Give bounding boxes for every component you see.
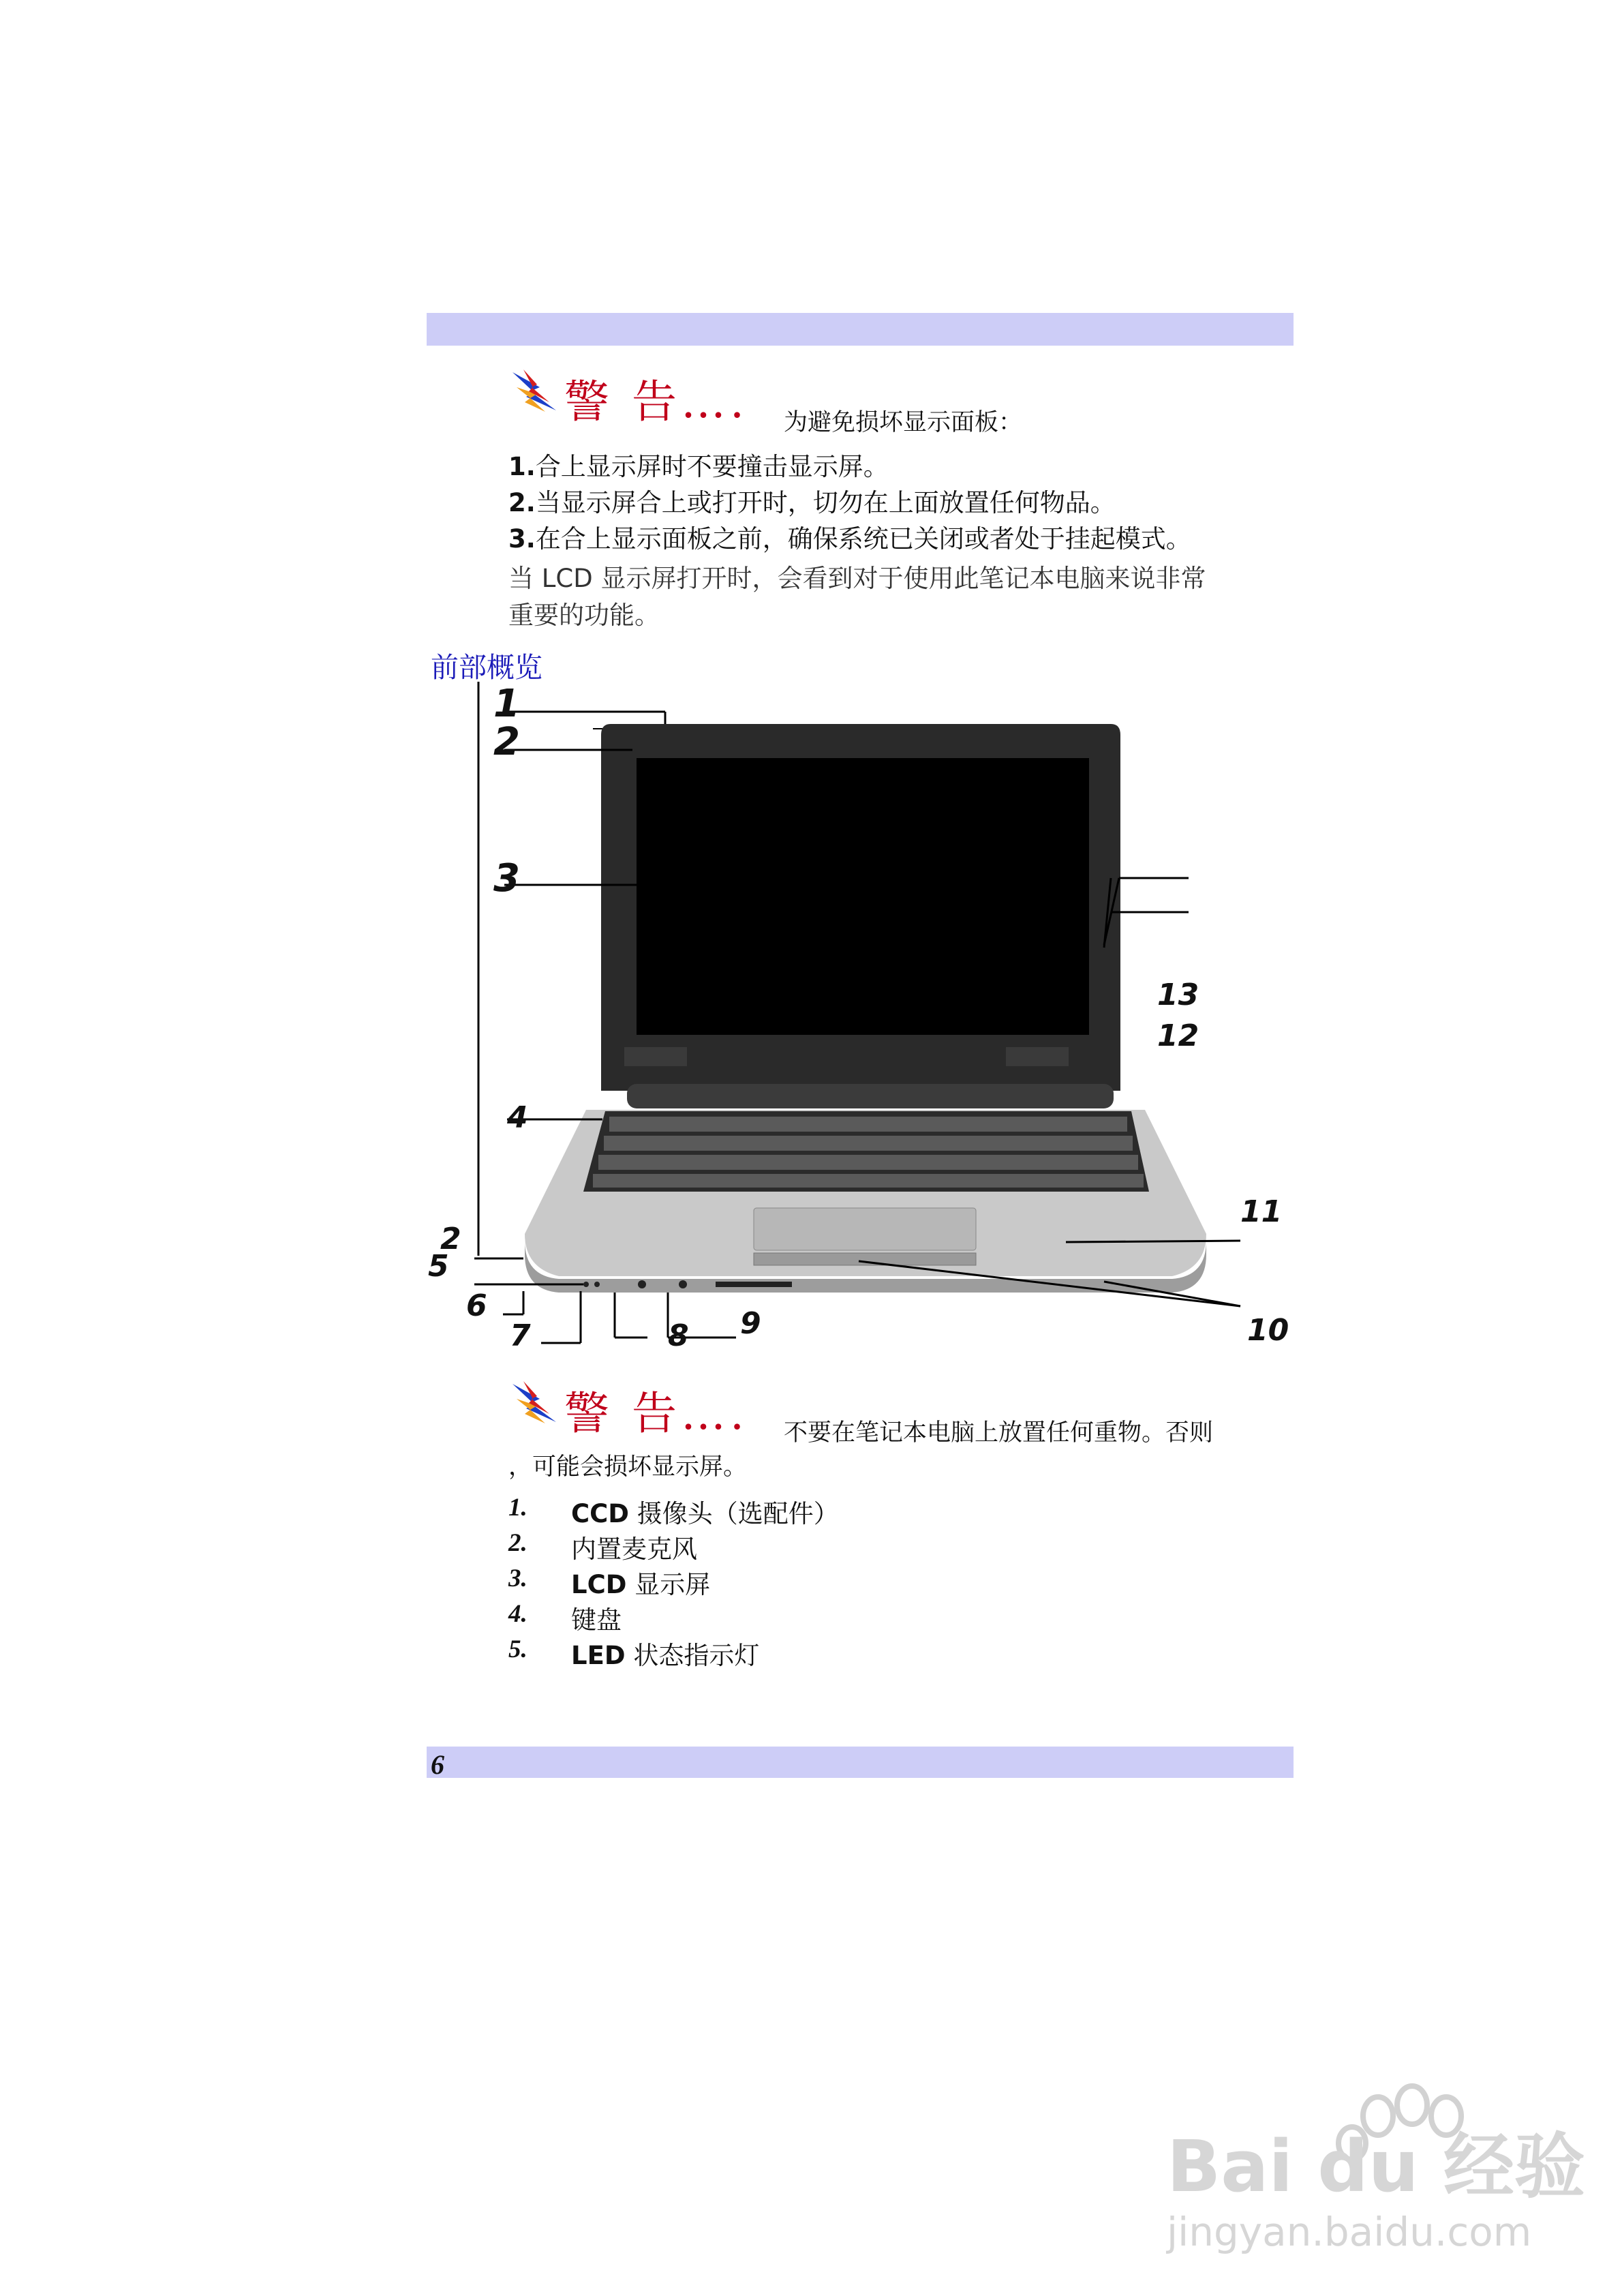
callout-2b: 2	[440, 1222, 461, 1256]
warning-item-3: 3.在合上显示面板之前，确保系统已关闭或者处于挂起模式。	[508, 524, 1191, 554]
section-title: 前部概览	[431, 651, 542, 684]
intro-line-1: 当 LCD 显示屏打开时，会看到对于使用此笔记本电脑来说非常	[508, 564, 1206, 593]
touchpad-buttons	[754, 1253, 976, 1265]
callout-1: 1	[493, 682, 520, 726]
callout-13: 13	[1157, 978, 1199, 1012]
callout-6: 6	[466, 1288, 487, 1323]
warning-2-text-2: ，可能会损坏显示屏。	[508, 1453, 748, 1481]
callout-4: 4	[507, 1100, 528, 1135]
warning-label: 警 告….	[564, 376, 748, 428]
callout-8: 8	[668, 1318, 689, 1353]
warning-item-2: 2.当显示屏合上或打开时，切勿在上面放置任何物品。	[508, 488, 1116, 517]
lcd-screen	[637, 758, 1089, 1035]
callout-12: 12	[1157, 1018, 1199, 1053]
warning-text: 为避免损坏显示面板：	[784, 409, 1023, 436]
watermark-brand: Bai du 经验	[1167, 2125, 1585, 2208]
footer-band	[427, 1747, 1294, 1778]
warning-item-1: 1.合上显示屏时不要撞击显示屏。	[508, 452, 889, 481]
hinge	[627, 1084, 1114, 1108]
callout-11: 11	[1240, 1194, 1283, 1229]
callout-9: 9	[740, 1306, 761, 1341]
touchpad	[754, 1208, 976, 1250]
warning-icon-2	[510, 1378, 559, 1430]
callout-5: 5	[428, 1249, 449, 1284]
callout-3: 3	[493, 856, 520, 901]
header-band	[427, 313, 1294, 346]
warning-2-text-1: 不要在笔记本电脑上放置任何重物。否则	[784, 1419, 1214, 1447]
callout-2: 2	[493, 720, 520, 764]
intro-line-2: 重要的功能。	[508, 601, 660, 630]
warning-icon	[510, 367, 559, 419]
baidu-watermark	[1167, 2068, 1585, 2255]
watermark-url: jingyan.baidu.com	[1167, 2209, 1532, 2255]
warning-label-2: 警 告….	[564, 1387, 748, 1440]
page-number: 6	[431, 1749, 444, 1780]
callout-10: 10	[1247, 1313, 1289, 1348]
laptop-figure	[423, 682, 1309, 1363]
callout-7: 7	[510, 1318, 531, 1353]
